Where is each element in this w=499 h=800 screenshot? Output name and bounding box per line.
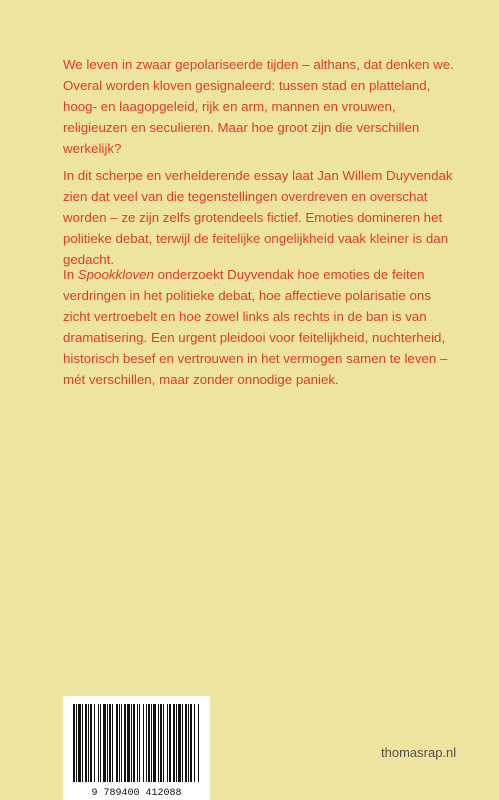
barcode-bar xyxy=(182,704,183,782)
barcode-bar xyxy=(121,704,122,782)
barcode-digits: 9 789400 412088 xyxy=(91,788,182,799)
barcode-bar xyxy=(116,704,118,782)
barcode-bar xyxy=(98,704,99,782)
publisher-url: thomasrap.nl xyxy=(381,745,457,760)
barcode-bar xyxy=(194,704,195,782)
barcode-bars xyxy=(63,696,210,800)
barcode-bar xyxy=(169,704,171,782)
paragraph-3-prefix: In xyxy=(63,267,78,282)
barcode-bar xyxy=(178,704,181,782)
paragraph-3-body: onderzoekt Duyvendak hoe emoties de feiten verdringen in het politieke debat, hoe affectieve polarisatie ons zicht vertroebelt en hoe zowel links als rechts in de ban is van dramatisering. Een urgent pleidooi voor feitelijkheid, nuchterheid, historisch besef en vertrouwen in het vermogen samen te leven – mét verschillen, maar zonder onnodige paniek. xyxy=(63,267,448,387)
barcode-bar xyxy=(103,704,106,782)
barcode-bar xyxy=(76,704,77,782)
barcode-bar xyxy=(190,704,192,782)
barcode-bar xyxy=(137,704,138,782)
barcode-bar xyxy=(73,704,75,782)
barcode-bar xyxy=(160,704,162,782)
barcode-bar xyxy=(163,704,164,782)
barcode-bar xyxy=(82,704,83,782)
barcode-bar xyxy=(139,704,140,782)
barcode-bar xyxy=(124,704,126,782)
barcode-bar xyxy=(100,704,101,782)
barcode-bar xyxy=(176,704,177,782)
barcode-bar xyxy=(158,704,159,782)
barcode-bar xyxy=(127,704,130,782)
barcode-bar xyxy=(107,704,108,782)
barcode-bar xyxy=(146,704,147,782)
barcode-bar xyxy=(78,704,81,782)
isbn-barcode xyxy=(63,696,210,800)
barcode-bar xyxy=(167,704,168,782)
barcode-bar xyxy=(143,704,144,782)
barcode-bar xyxy=(153,704,156,782)
barcode-bar xyxy=(188,704,189,782)
barcode-bar xyxy=(185,704,187,782)
blurb-paragraph-3 xyxy=(63,264,458,390)
barcode-bar xyxy=(148,704,150,782)
barcode-bar xyxy=(94,704,95,782)
barcode-bar xyxy=(119,704,120,782)
barcode-bar xyxy=(173,704,175,782)
barcode-bar xyxy=(112,704,113,782)
barcode-bar xyxy=(109,704,111,782)
barcode-bar xyxy=(85,704,87,782)
barcode-bar xyxy=(88,704,89,782)
barcode-bar xyxy=(131,704,132,782)
barcode-bar xyxy=(151,704,152,782)
barcode-bar xyxy=(198,704,199,782)
barcode-bar xyxy=(90,704,92,782)
book-title-italic: Spookkloven xyxy=(77,267,154,282)
blurb-paragraph-1: We leven in zwaar gepolariseerde tijden – althans, dat denken we. Overal worden kloven gesignaleerd: tussen stad en platteland, hoog- en laagopgeleid, rijk en arm, mannen en vrouwen, religieuzen en seculieren. Maar hoe groot zijn die verschillen werkelijk? xyxy=(63,57,454,156)
barcode-bar xyxy=(133,704,135,782)
blurb-paragraph-2: In dit scherpe en verhelderende essay laat Jan Willem Duyvendak zien dat veel van die tegenstellingen overdreven en overschat worden – ze zijn zelfs grotendeels fictief. Emoties domineren het politieke debat, terwijl de feitelijke ongelijkheid vaak kleiner is dan gedacht. xyxy=(63,168,453,267)
